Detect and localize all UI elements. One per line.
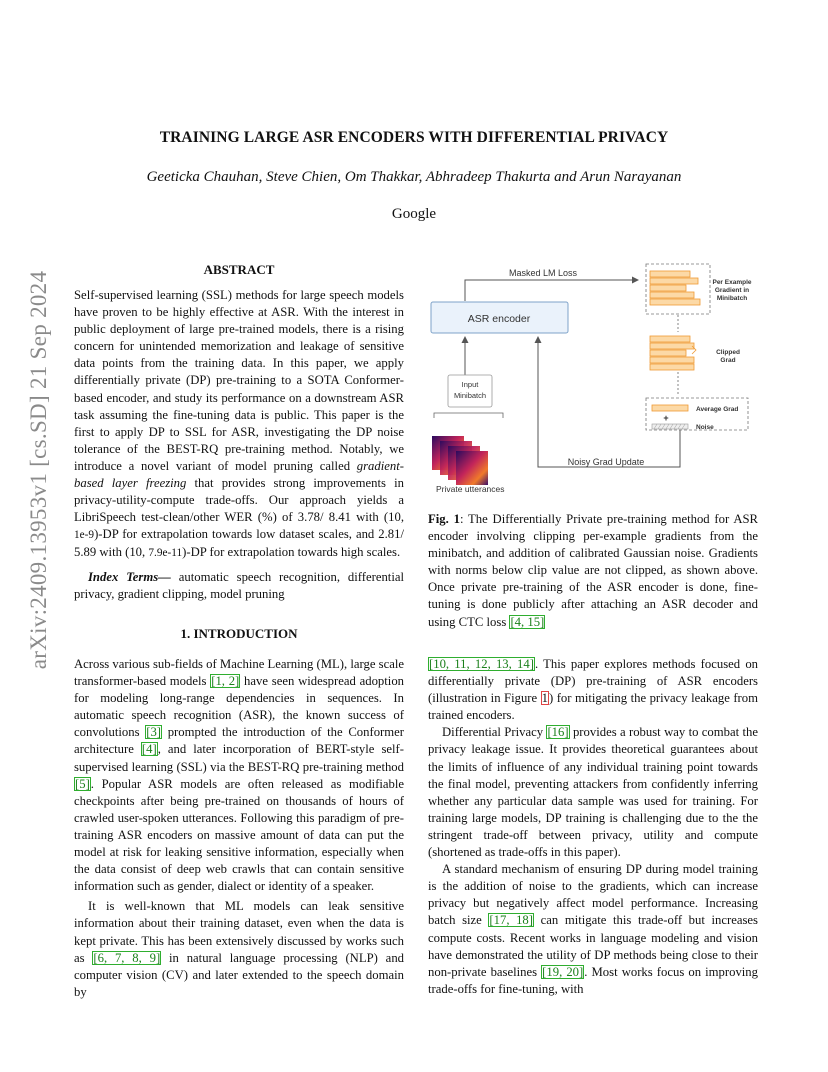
spectrogram-stack-icon [432, 436, 488, 485]
citation-link[interactable]: [4, 15] [510, 614, 545, 629]
index-terms-label: Index Terms [88, 570, 159, 584]
intro-paragraph-3: Differential Privacy [16] provides a robust way to combat the privacy leakage issue. It provides theoretical guarantees about the limits of influence of any individual training point towards the final model, preventing attackers from confidently inferring whether any particular data sample was used for training. For training large models, DP training is challenging due to the the stringent trade-off between privacy, utility and compute (shortened as trade-offs in this paper). [428, 725, 759, 860]
per-example-gradient-bars [650, 271, 700, 305]
masked-lm-loss-label: Masked LM Loss [508, 268, 578, 278]
intro-paragraph-2: It is well-known that ML models can leak sensitive information about their training dataset, even when the data is kept private. This has been extensively discussed by works such as [6, 7, 8, 9] in natural language processing (NLP) and computer vision (CV) and later extended to the speech domain by [74, 899, 405, 999]
input-minibatch-label-1: Input [461, 380, 479, 389]
intro-left-column [74, 656, 404, 1001]
citation-link[interactable]: [17, 18] [489, 913, 534, 928]
intro-heading: 1. INTRODUCTION [180, 626, 298, 641]
clipped-grad-label-1: Clipped [716, 349, 740, 356]
intro-paragraph-2-continued: [10, 11, 12, 13, 14]. This paper explores methods focused on differentially private (DP) pre-training of ASR encoders (illustration in Figure 1) for mitigating the privacy leakage from trained encoders. [428, 657, 759, 723]
clipped-gradient-bars [650, 336, 694, 370]
citation-link[interactable]: [6, 7, 8, 9] [93, 950, 161, 965]
arxiv-watermark [24, 270, 54, 670]
paper-title: TRAINING LARGE ASR ENCODERS WITH DIFFERENTIAL PRIVACY [159, 129, 669, 146]
figure-reference-link[interactable]: 1 [541, 691, 548, 706]
per-example-label-1: Per Example [712, 279, 752, 286]
citation-link[interactable]: [4] [141, 742, 157, 757]
intro-paragraph-1: Across various sub-fields of Machine Learning (ML), large scale transformer-based models [1, 2] have seen widespread adoption for modeling long-range dependencies in sequences. In automatic speech recognition (ASR), the known success of convolutions [3] prompted the introduction of the Conformer architecture [4], and later incorporation of BERT-style self-supervised learning (SSL) via the BEST-RQ pre-training method [5]. Popular ASR models are often released as modifiable checkpoints after being pre-trained on thousands of hours of crawled user-spoken utterances. Following this paradigm of pre-training ASR encoders on massive amount of data can put the model at risk for leaking sensitive information, especially when the data consist of deep web crawls that can contain sensitive information such as gender, dialect or identity of a speaker. [74, 657, 405, 894]
paper-affiliation: Google [391, 206, 437, 222]
citation-link[interactable]: [19, 20] [542, 964, 584, 979]
intro-paragraph-4: A standard mechanism of ensuring DP during model training is the addition of noise to the gradients, which can increase privacy but negatively affect model performance. Increasing batch size [17, 18] can mitigate this trade-off but increases compute costs. Recent works in language modeling and vision have demonstrated the utility of DP methods being close to their non-private baselines [19, 20]. Most works focus on improving trade-offs for fine-tuning, with [428, 862, 758, 996]
plus-sign: + [663, 413, 669, 423]
figure-1 [428, 258, 758, 503]
abstract-body: Self-supervised learning (SSL) methods for large speech models have proven to be highly effective at ASR. With the interest in public deployment of large pre-trained models, there is a rising concern for unintended memorization and leakage of sensitive data points from the training data. In this paper, we apply differentially private (DP) pre-training to a SOTA Conformer-based encoder, and study its performance on a downstream ASR task assuming the fine-tuning data is public. This paper is the first to apply DP to SSL for ASR, investigating the DP noise tolerance of the BEST-RQ pre-training method. Notably, we introduce a novel variant of model pruning called gradient-based layer freezing that provides strong improvements in privacy-utility-compute trade-offs. Our approach yields a LibriSpeech test-clean/other WER (%) of 3.78/ 8.41 with (10, 1e-9)-DP for extrapolation towards low dataset scales, and 2.81/ 5.89 with (10, 7.9e-11)-DP for extrapolation towards high scales. [74, 288, 404, 560]
epsilon-delta-2: 7.9e-11 [148, 547, 183, 560]
citation-link[interactable]: [3] [146, 725, 162, 740]
citation-link[interactable]: [1, 2] [211, 674, 240, 689]
private-utterances-label: Private utterances [436, 484, 505, 494]
figure-caption: Fig. 1: The Differentially Private pre-training method for ASR encoder involving clipping per-example gradients from the minibatch, and addition of calibrated Gaussian noise. Gradients with norms below clip value are not clipped, as shown above. Once private pre-training of the ASR encoder is done, fine-tuning is done publicly after attaching an ASR decoder and using CTC loss [4, 15] [428, 512, 758, 629]
intro-right-column [428, 656, 758, 998]
clipped-grad-label-2: Grad [720, 357, 736, 364]
dp-training-diagram [428, 258, 758, 503]
per-example-label-3: Minibatch [716, 295, 748, 302]
epsilon-delta-1: 1e-9 [74, 529, 95, 542]
figure-caption-label: Fig. 1 [428, 512, 460, 526]
asr-encoder-label: ASR encoder [467, 313, 531, 325]
citation-link[interactable]: [5] [75, 776, 90, 791]
citation-link[interactable]: [16] [547, 725, 569, 740]
citation-link[interactable]: [10, 11, 12, 13, 14] [429, 657, 534, 671]
average-grad-bar [652, 405, 688, 411]
per-example-label-2: Gradient in [714, 287, 750, 294]
noise-label: Noise [696, 424, 714, 431]
arxiv-watermark-text: arXiv:2409.13953v1 [cs.SD] 21 Sep 2024 [26, 270, 51, 670]
abstract-heading: ABSTRACT [203, 262, 275, 277]
average-grad-label: Average Grad [696, 406, 739, 413]
noisy-grad-update-label: Noisy Grad Update [567, 457, 645, 467]
paper-authors: Geeticka Chauhan, Steve Chien, Om Thakkar, Abhradeep Thakurta and Arun Narayanan [146, 169, 682, 185]
input-minibatch-label-2: Minibatch [453, 391, 487, 400]
noisy-grad-update-arrow [538, 337, 680, 467]
masked-lm-loss-arrow [465, 280, 638, 301]
index-terms: Index Terms— automatic speech recognition, differential privacy, gradient clipping, model pruning [74, 570, 405, 602]
